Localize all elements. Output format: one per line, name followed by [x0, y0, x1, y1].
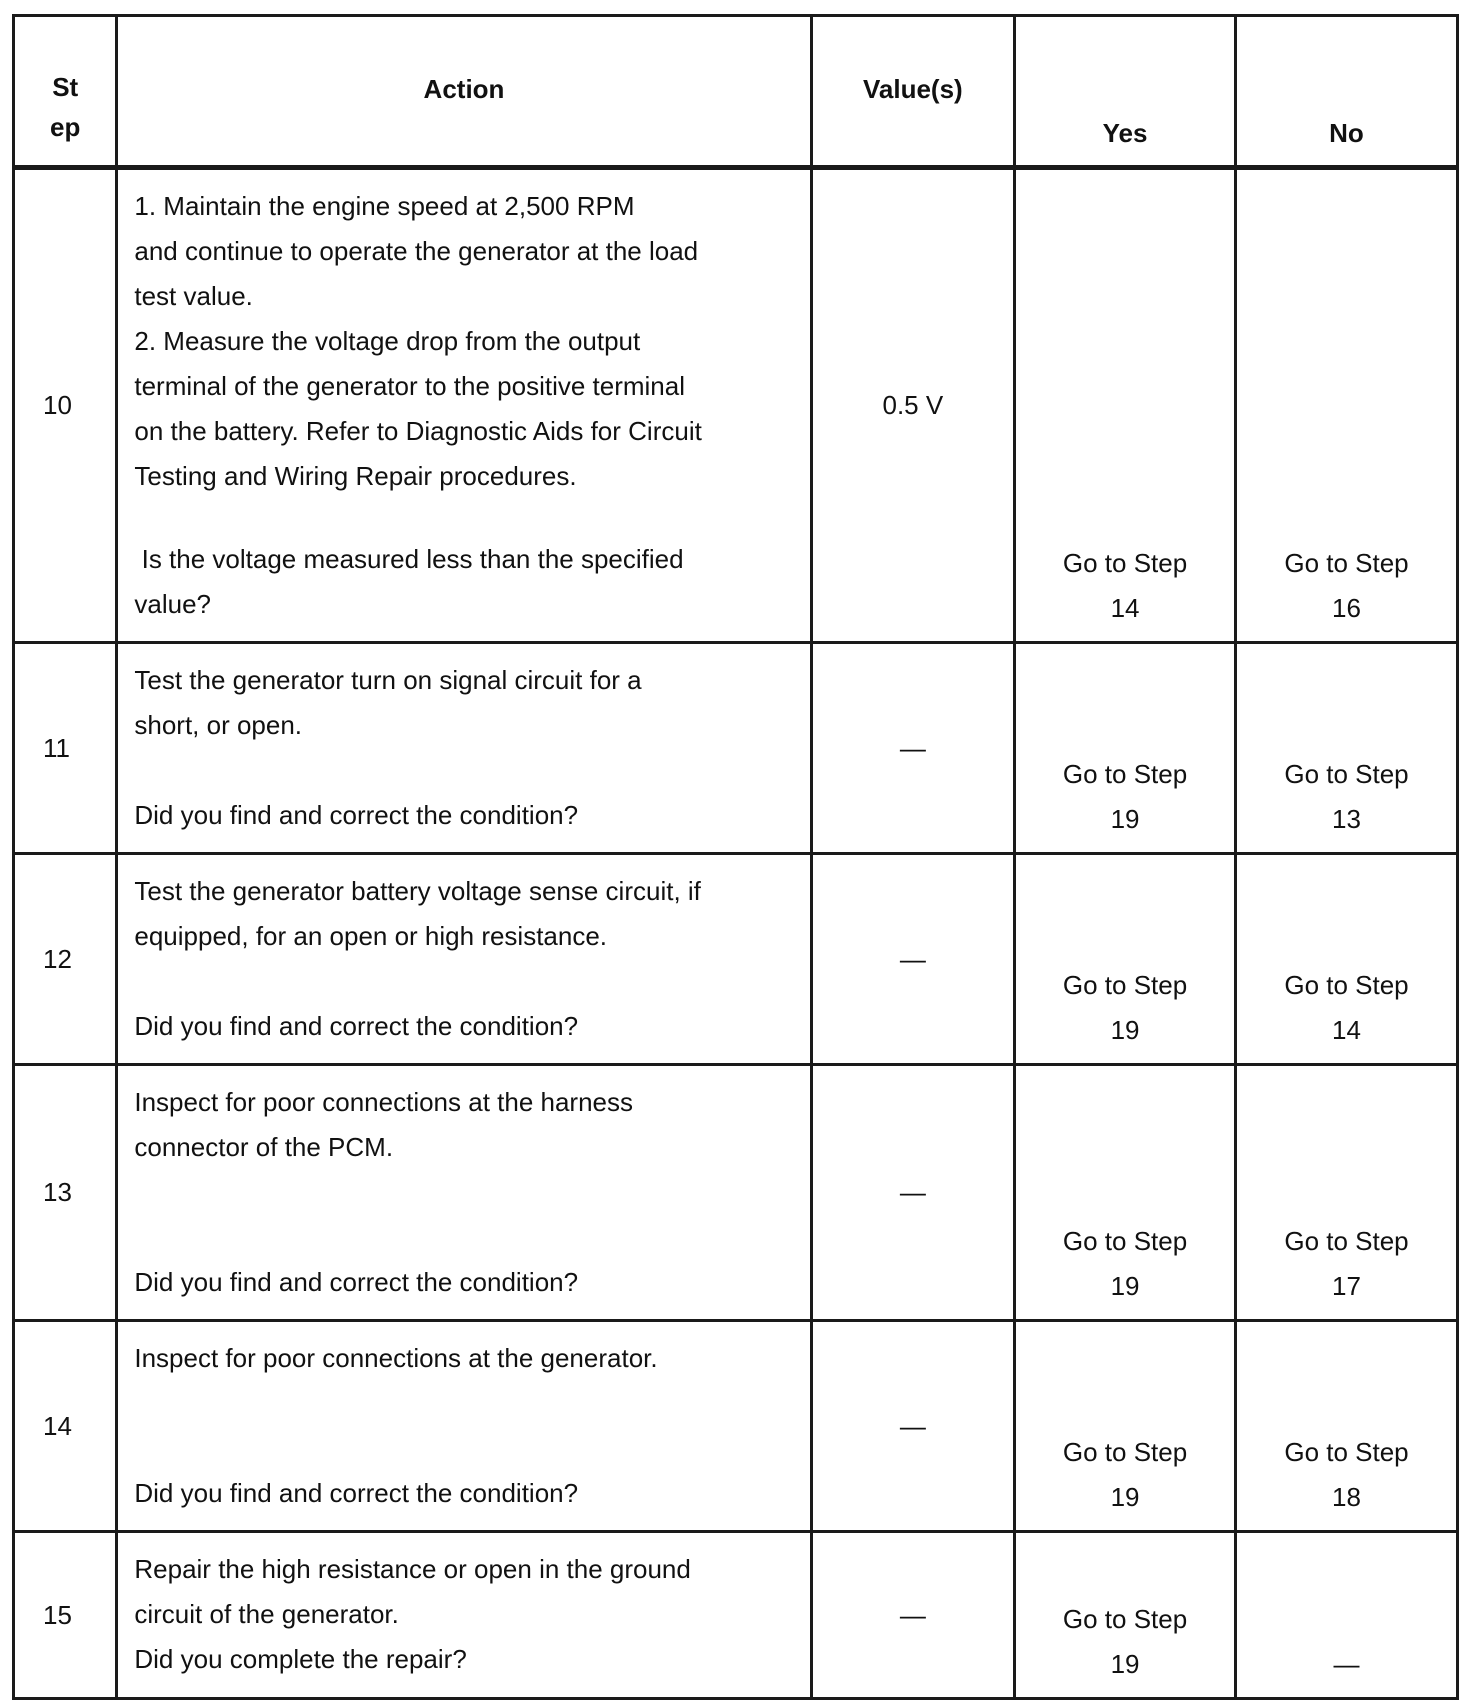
action-cell — [117, 168, 811, 643]
value-cell: — — [811, 854, 1014, 1065]
question-line: Did you complete the repair? — [134, 1644, 467, 1674]
no-step: 17 — [1332, 1271, 1361, 1301]
action-line: Test the generator turn on signal circuit for a — [134, 665, 642, 695]
step-number: 14 — [14, 1321, 117, 1532]
action-line: and continue to operate the generator at the load — [134, 236, 699, 266]
action-cell — [117, 1532, 811, 1699]
value-cell: — — [811, 643, 1014, 854]
action-line: short, or open. — [134, 710, 303, 740]
value-cell: — — [811, 1532, 1014, 1699]
action-cell — [117, 854, 811, 1065]
question-line: Did you find and correct the condition? — [134, 1011, 579, 1041]
no-cell — [1236, 1321, 1458, 1532]
header-step — [14, 16, 117, 168]
step-number: 15 — [14, 1532, 117, 1699]
no-step: 13 — [1332, 804, 1361, 834]
yes-step: 19 — [1110, 1482, 1140, 1512]
yes-label: Go to Step — [1062, 970, 1188, 1000]
header-row — [14, 16, 1458, 168]
header-yes: Yes — [1015, 16, 1236, 168]
no-step: 18 — [1332, 1482, 1361, 1512]
yes-cell — [1015, 643, 1236, 854]
question-line: value? — [134, 589, 211, 619]
yes-label: Go to Step — [1062, 1226, 1188, 1256]
step-number: 10 — [14, 168, 117, 643]
no-cell — [1236, 1065, 1458, 1321]
yes-step: 19 — [1110, 804, 1140, 834]
table-row — [14, 1532, 1458, 1699]
no-cell — [1236, 643, 1458, 854]
step-number: 11 — [14, 643, 117, 854]
no-cell — [1236, 168, 1458, 643]
yes-label: Go to Step — [1062, 548, 1188, 578]
table-row — [14, 168, 1458, 643]
yes-label: Go to Step — [1062, 1437, 1188, 1467]
no-step: 14 — [1332, 1015, 1361, 1045]
action-line: test value. — [134, 281, 253, 311]
action-cell — [117, 1065, 811, 1321]
yes-step: 19 — [1110, 1271, 1140, 1301]
yes-cell — [1015, 1321, 1236, 1532]
action-cell — [117, 1321, 811, 1532]
table-row — [14, 1065, 1458, 1321]
action-line: Testing and Wiring Repair procedures. — [134, 461, 577, 491]
action-line: Repair the high resistance or open in the ground — [134, 1554, 691, 1584]
yes-label: Go to Step — [1062, 759, 1188, 789]
value-cell: 0.5 V — [811, 168, 1014, 643]
action-line: 1. Maintain the engine speed at 2,500 RPM — [134, 191, 635, 221]
question-line: Is the voltage measured less than the specified — [134, 544, 684, 574]
table-row — [14, 643, 1458, 854]
question-line: Did you find and correct the condition? — [134, 1267, 579, 1297]
question-line: Did you find and correct the condition? — [134, 800, 579, 830]
yes-step: 19 — [1110, 1015, 1140, 1045]
yes-cell — [1015, 854, 1236, 1065]
no-label: Go to Step — [1284, 548, 1409, 578]
question-line: Did you find and correct the condition? — [134, 1478, 579, 1508]
header-no: No — [1236, 16, 1458, 168]
header-action: Action — [117, 16, 811, 168]
no-label: Go to Step — [1284, 970, 1409, 1000]
no-cell — [1236, 854, 1458, 1065]
header-step-line: ep — [50, 112, 81, 142]
no-dash: — — [1333, 1649, 1360, 1679]
table-row — [14, 1321, 1458, 1532]
header-step-line: St — [52, 72, 79, 102]
no-label: Go to Step — [1284, 759, 1409, 789]
action-line: terminal of the generator to the positive terminal — [134, 371, 685, 401]
action-line: 2. Measure the voltage drop from the output — [134, 326, 641, 356]
header-values: Value(s) — [811, 16, 1014, 168]
action-line: on the battery. Refer to Diagnostic Aids for Circuit — [134, 416, 702, 446]
yes-step: 19 — [1110, 1649, 1140, 1679]
yes-cell — [1015, 1532, 1236, 1699]
action-line: equipped, for an open or high resistance. — [134, 921, 608, 951]
table-row — [14, 854, 1458, 1065]
yes-label: Go to Step — [1062, 1604, 1188, 1634]
action-line: Inspect for poor connections at the generator. — [134, 1343, 658, 1373]
action-line: connector of the PCM. — [134, 1132, 394, 1162]
value-cell: — — [811, 1321, 1014, 1532]
value-cell: — — [811, 1065, 1014, 1321]
no-label: Go to Step — [1284, 1437, 1409, 1467]
action-line: Test the generator battery voltage sense circuit, if — [134, 876, 701, 906]
action-line: Inspect for poor connections at the harness — [134, 1087, 634, 1117]
step-number: 12 — [14, 854, 117, 1065]
step-number: 13 — [14, 1065, 117, 1321]
no-step: 16 — [1332, 593, 1361, 623]
action-cell — [117, 643, 811, 854]
diagnostic-table — [12, 14, 1459, 1700]
yes-step: 14 — [1110, 593, 1140, 623]
no-cell — [1236, 1532, 1458, 1699]
yes-cell — [1015, 1065, 1236, 1321]
yes-cell — [1015, 168, 1236, 643]
no-label: Go to Step — [1284, 1226, 1409, 1256]
action-line: circuit of the generator. — [134, 1599, 399, 1629]
